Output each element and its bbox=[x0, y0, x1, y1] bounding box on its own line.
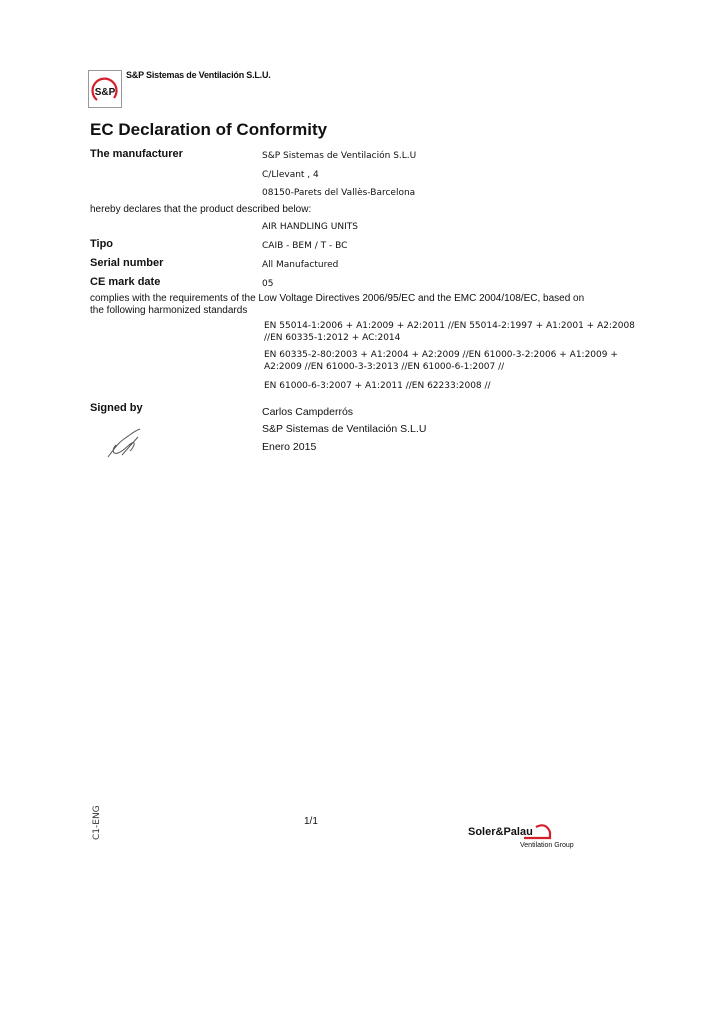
complies-text-line2: the following harmonized standards bbox=[90, 305, 248, 316]
manufacturer-name: S&P Sistemas de Ventilación S.L.U bbox=[262, 151, 417, 161]
soler-palau-logo bbox=[468, 822, 600, 852]
page-number: 1/1 bbox=[304, 816, 318, 827]
serial-label: Serial number bbox=[90, 257, 164, 269]
signer-name: Carlos Campderrós bbox=[262, 406, 354, 418]
standards-1-line1: EN 55014-1:2006 + A1:2009 + A2:2011 //EN 55014-2:1997 + A1:2001 + A2:2008 bbox=[264, 321, 635, 331]
signer-company: S&P Sistemas de Ventilación S.L.U bbox=[262, 423, 427, 435]
standards-2-line1: EN 60335-2-80:2003 + A1:2004 + A2:2009 //EN 61000-3-2:2006 + A1:2009 + bbox=[264, 350, 618, 360]
serial-value: All Manufactured bbox=[262, 260, 339, 270]
declares-text: hereby declares that the product described below: bbox=[90, 204, 312, 215]
signature-date: Enero 2015 bbox=[262, 441, 317, 453]
manufacturer-label: The manufacturer bbox=[90, 148, 183, 160]
standards-3-line1: EN 61000-6-3:2007 + A1:2011 //EN 62233:2008 // bbox=[264, 381, 491, 391]
tipo-label: Tipo bbox=[90, 238, 114, 250]
product-name: AIR HANDLING UNITS bbox=[262, 222, 358, 232]
page-title: EC Declaration of Conformity bbox=[90, 120, 328, 139]
standards-block-1 bbox=[264, 320, 635, 344]
ce-mark-value: 05 bbox=[262, 279, 274, 289]
logo-text: S&P bbox=[94, 87, 116, 98]
complies-text-line1: complies with the requirements of the Low Voltage Directives 2006/95/EC and the EMC 2004/108/EC, based on bbox=[90, 293, 585, 304]
sp-logo bbox=[88, 70, 122, 108]
manufacturer-city: 08150-Parets del Vallès-Barcelona bbox=[262, 188, 416, 198]
tipo-value: CAIB - BEM / T - BC bbox=[262, 241, 348, 251]
standards-block-3 bbox=[264, 380, 491, 392]
handwritten-signature bbox=[104, 425, 144, 461]
side-code bbox=[88, 794, 102, 842]
signed-by-label: Signed by bbox=[90, 402, 143, 414]
ce-mark-label: CE mark date bbox=[90, 276, 161, 288]
brand-tagline: Ventilation Group bbox=[520, 842, 574, 849]
standards-2-line2: A2:2009 //EN 61000-3-3:2013 //EN 61000-6-1:2007 // bbox=[264, 362, 505, 372]
standards-1-line2: //EN 60335-1:2012 + AC:2014 bbox=[264, 333, 401, 343]
header-company: S&P Sistemas de Ventilación S.L.U. bbox=[126, 70, 271, 80]
standards-block-2 bbox=[264, 349, 618, 373]
manufacturer-street: C/Llevant , 4 bbox=[262, 170, 319, 180]
brand-name: Soler&Palau bbox=[468, 826, 533, 838]
side-code-text: C1-ENG bbox=[92, 805, 102, 840]
